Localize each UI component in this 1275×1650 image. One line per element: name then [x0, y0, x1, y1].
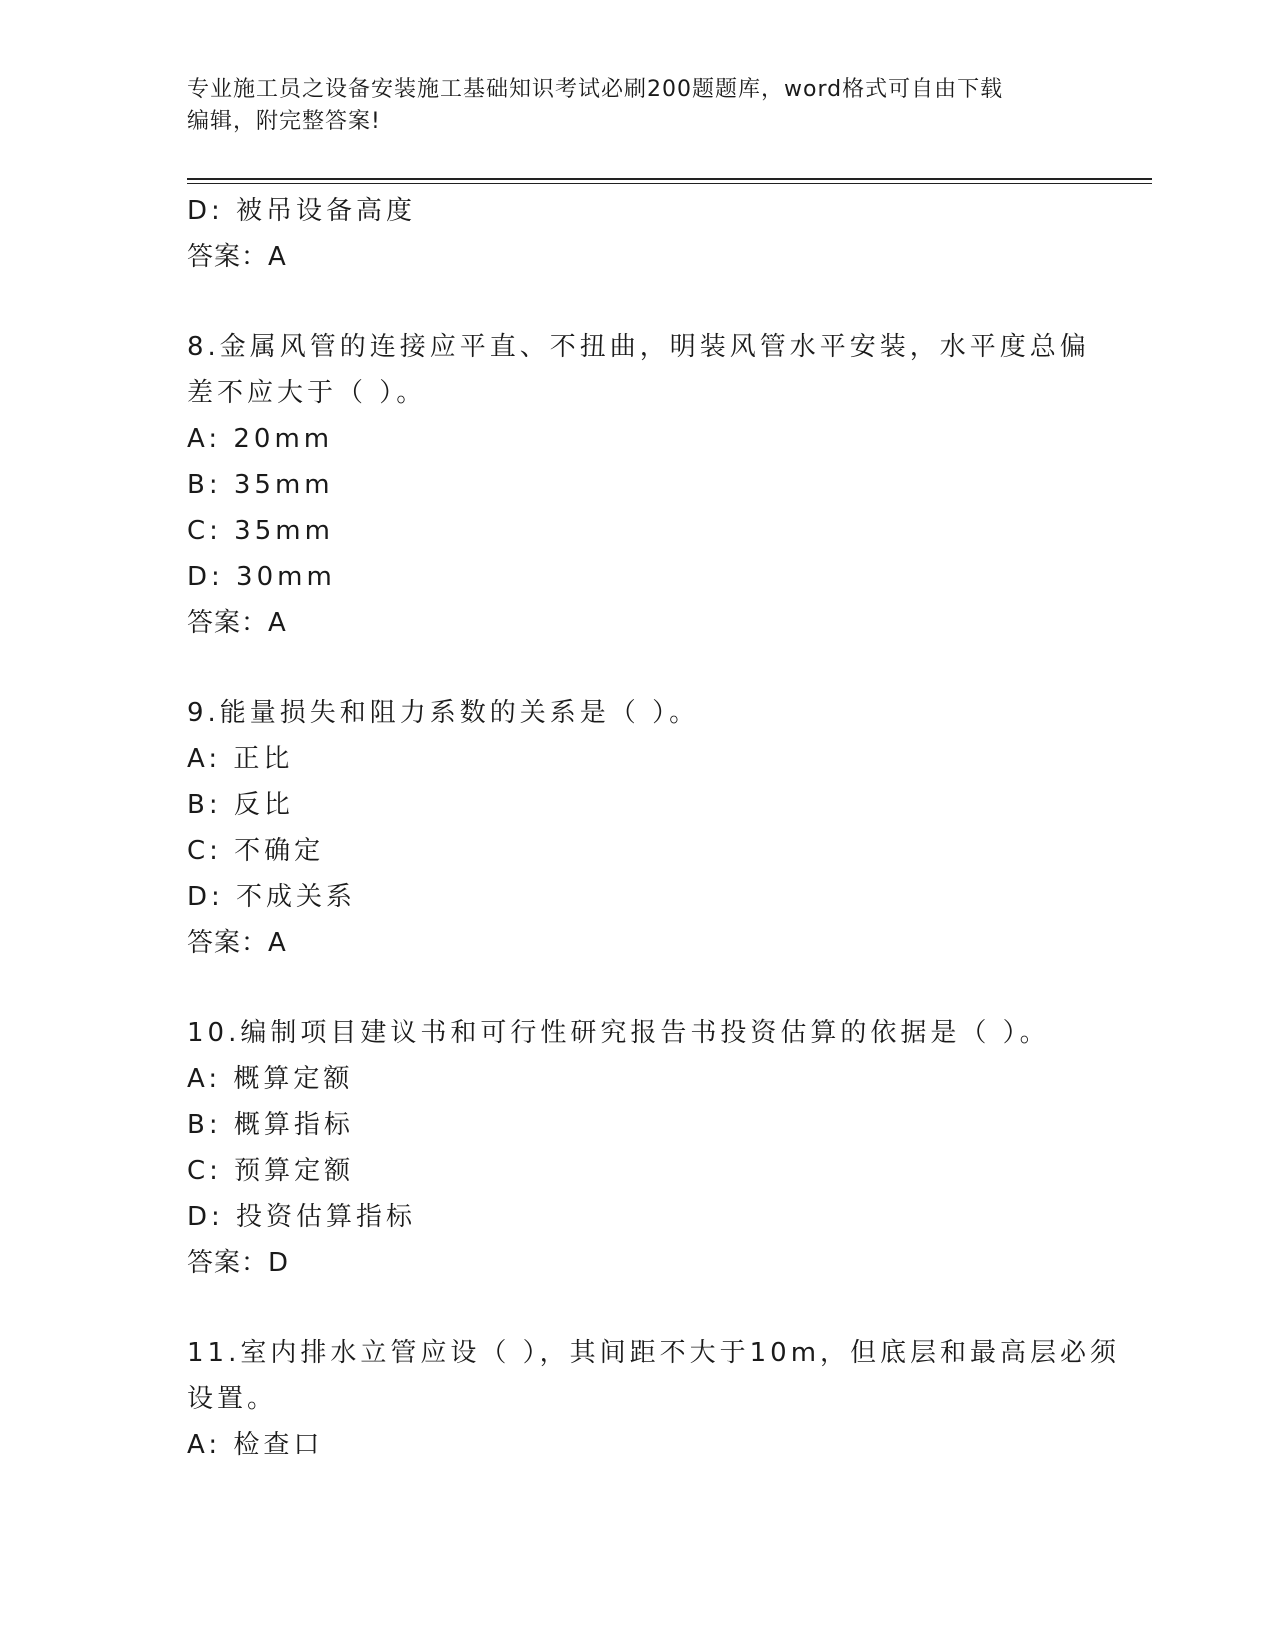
- answer-label: 答案：A: [187, 608, 287, 638]
- question-8: [187, 324, 1090, 646]
- header-title-line-2: 编辑，附完整答案!: [187, 109, 381, 134]
- option-a: A: 检查口: [187, 1430, 324, 1460]
- question-text-line-2: 设置。: [187, 1384, 278, 1414]
- question-text-line-1: 9.能量损失和阻力系数的关系是（ ）。: [187, 698, 700, 728]
- option-b: B: 反比: [187, 790, 294, 820]
- question-list: [187, 188, 1121, 1468]
- question-text-line-1: 8.金属风管的连接应平直、不扭曲，明装风管水平安装，水平度总偏: [187, 332, 1090, 362]
- answer-label: 答案：A: [187, 928, 287, 958]
- option-c: C: 不确定: [187, 836, 325, 866]
- question-10: [187, 1010, 1087, 1286]
- question-text-line-2: 差不应大于（ ）。: [187, 378, 427, 408]
- option-a: A: 20mm: [187, 424, 334, 454]
- answer-label: 答案：A: [187, 242, 287, 272]
- option-c: C: 35mm: [187, 516, 334, 546]
- option-d: D: 不成关系: [187, 882, 357, 912]
- option-d: D: 被吊设备高度: [187, 196, 417, 226]
- question-text-line-1: 10.编制项目建议书和可行性研究报告书投资估算的依据是（ ）。: [187, 1018, 1050, 1048]
- question-9: [187, 690, 1087, 966]
- option-d: D: 投资估算指标: [187, 1202, 417, 1232]
- document-header: [187, 74, 1067, 138]
- question-7-tail: [187, 188, 1087, 280]
- header-title-line-1: 专业施工员之设备安装施工基础知识考试必刷200题题库，word格式可自由下载: [187, 77, 1004, 102]
- header-divider-thick: [187, 178, 1152, 180]
- option-d: D: 30mm: [187, 562, 336, 592]
- option-a: A: 正比: [187, 744, 294, 774]
- option-c: C: 预算定额: [187, 1156, 355, 1186]
- option-b: B: 概算指标: [187, 1110, 354, 1140]
- answer-label: 答案：D: [187, 1248, 290, 1278]
- option-b: B: 35mm: [187, 470, 334, 500]
- header-divider-thin: [187, 183, 1152, 184]
- question-text-line-1: 11.室内排水立管应设（ ），其间距不大于10m，但底层和最高层必须: [187, 1338, 1121, 1368]
- question-11: [187, 1330, 1121, 1468]
- option-a: A: 概算定额: [187, 1064, 354, 1094]
